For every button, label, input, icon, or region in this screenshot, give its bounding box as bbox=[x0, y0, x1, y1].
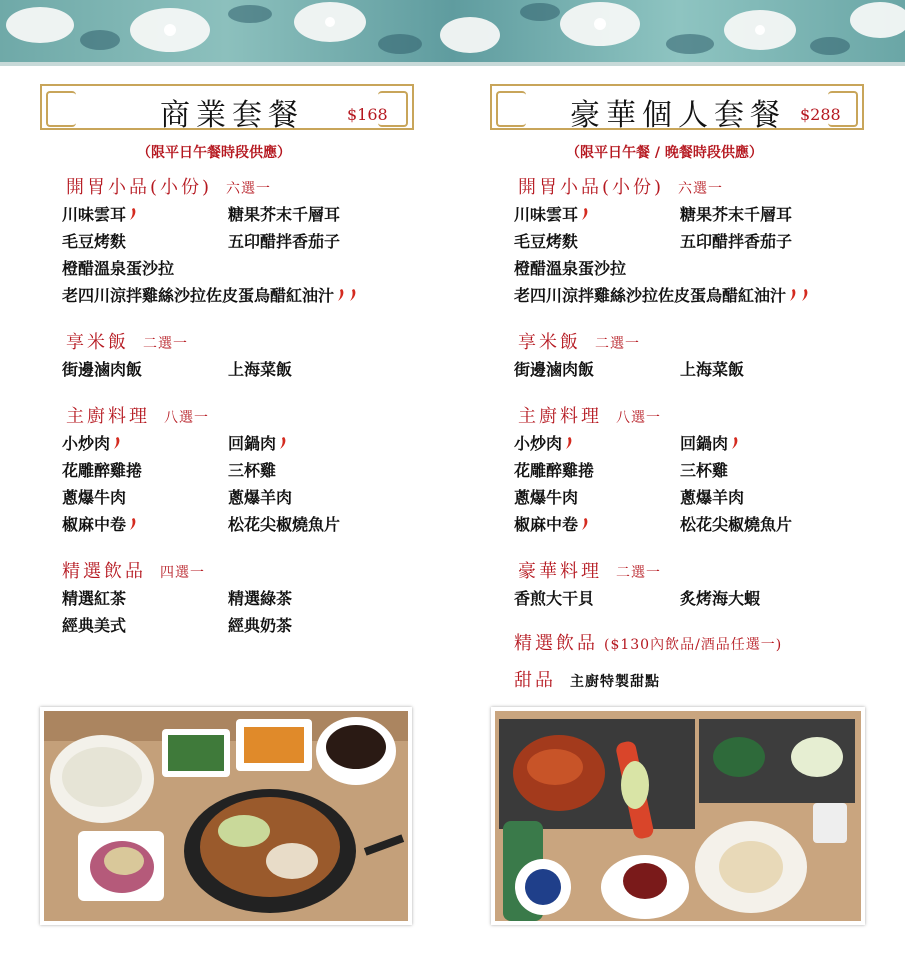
left-title: 商業套餐 bbox=[160, 98, 304, 133]
left-note: （限平日午餐時段供應） bbox=[137, 145, 291, 161]
right-title: 豪華個人套餐 bbox=[570, 98, 786, 133]
left-rice-item: 上海菜飯 bbox=[228, 360, 293, 379]
left-drink-item: 經典奶茶 bbox=[228, 616, 293, 635]
right-appetizer-item: 老四川涼拌雞絲沙拉佐皮蛋烏醋紅油汁 bbox=[514, 283, 810, 306]
left-title-frame bbox=[40, 84, 414, 133]
right-rice-item: 街邊滷肉飯 bbox=[514, 360, 595, 379]
chili-icon bbox=[128, 517, 138, 531]
right-rice-item: 上海菜飯 bbox=[680, 360, 745, 379]
right-drink-heading: 精選飲品 ($130內飲品/酒品任選一) bbox=[514, 633, 783, 654]
left-main-item: 椒麻中卷 bbox=[62, 512, 138, 535]
right-appetizer-item: 川味雲耳 bbox=[514, 202, 590, 225]
left-appetizer-heading: 開胃小品(小份) 六選一 bbox=[66, 177, 272, 198]
right-rice-heading: 享米飯 二選一 bbox=[518, 332, 640, 353]
left-drink-heading: 精選飲品 四選一 bbox=[62, 561, 205, 582]
left-appetizer-item: 糖果芥末千層耳 bbox=[228, 205, 341, 224]
flower-pattern-icon bbox=[0, 0, 905, 62]
right-note: （限平日午餐 / 晚餐時段供應） bbox=[566, 145, 763, 161]
deluxe-set-photo bbox=[491, 707, 865, 925]
right-main-item: 三杯雞 bbox=[680, 461, 729, 480]
meal-photo-icon bbox=[44, 711, 408, 921]
right-title-frame bbox=[490, 84, 864, 133]
meal-photo-icon bbox=[495, 711, 861, 921]
left-main-item: 蔥爆羊肉 bbox=[228, 488, 293, 507]
floral-banner bbox=[0, 0, 905, 62]
right-appetizer-item: 橙醋溫泉蛋沙拉 bbox=[514, 259, 627, 278]
left-price: $168 bbox=[347, 105, 388, 124]
business-set-photo bbox=[40, 707, 412, 925]
chili-icon bbox=[580, 207, 590, 221]
right-appetizer-item: 毛豆烤麩 bbox=[514, 232, 579, 251]
right-deluxe-item: 炙烤海大蝦 bbox=[680, 589, 761, 608]
right-appetizer-item: 糖果芥末千層耳 bbox=[680, 205, 793, 224]
left-drink-item: 經典美式 bbox=[62, 616, 127, 635]
left-drink-item: 精選綠茶 bbox=[228, 589, 293, 608]
chili-icon bbox=[788, 288, 798, 302]
right-main-item: 蔥爆牛肉 bbox=[514, 488, 579, 507]
left-main-heading: 主廚料理 八選一 bbox=[66, 406, 209, 427]
left-appetizer-item: 五印醋拌香茄子 bbox=[228, 232, 341, 251]
chili-icon bbox=[128, 207, 138, 221]
chili-icon bbox=[278, 436, 288, 450]
right-appetizer-item: 五印醋拌香茄子 bbox=[680, 232, 793, 251]
left-rice-heading: 享米飯 二選一 bbox=[66, 332, 188, 353]
left-main-item: 花雕醉雞捲 bbox=[62, 461, 143, 480]
left-drink-item: 精選紅茶 bbox=[62, 589, 127, 608]
right-main-item: 花雕醉雞捲 bbox=[514, 461, 595, 480]
right-main-item: 回鍋肉 bbox=[680, 431, 740, 454]
left-appetizer-item: 川味雲耳 bbox=[62, 202, 138, 225]
left-rice-item: 街邊滷肉飯 bbox=[62, 360, 143, 379]
chili-icon bbox=[564, 436, 574, 450]
left-appetizer-item: 毛豆烤麩 bbox=[62, 232, 127, 251]
right-main-item: 蔥爆羊肉 bbox=[680, 488, 745, 507]
left-main-item: 三杯雞 bbox=[228, 461, 277, 480]
right-main-item: 松花尖椒燒魚片 bbox=[680, 515, 793, 534]
chili-icon bbox=[580, 517, 590, 531]
chili-icon bbox=[336, 288, 346, 302]
left-main-item: 松花尖椒燒魚片 bbox=[228, 515, 341, 534]
right-main-heading: 主廚料理 八選一 bbox=[518, 406, 661, 427]
right-dessert-heading: 甜品 主廚特製甜點 bbox=[514, 670, 660, 691]
chili-icon bbox=[112, 436, 122, 450]
banner-divider bbox=[0, 62, 905, 66]
right-deluxe-heading: 豪華料理 二選一 bbox=[518, 561, 661, 582]
left-appetizer-item: 橙醋溫泉蛋沙拉 bbox=[62, 259, 175, 278]
right-main-item: 椒麻中卷 bbox=[514, 512, 590, 535]
left-main-item: 回鍋肉 bbox=[228, 431, 288, 454]
left-main-item: 小炒肉 bbox=[62, 431, 122, 454]
right-price: $288 bbox=[800, 105, 841, 124]
chili-icon bbox=[348, 288, 358, 302]
right-appetizer-heading: 開胃小品(小份) 六選一 bbox=[518, 177, 724, 198]
right-main-item: 小炒肉 bbox=[514, 431, 574, 454]
chili-icon bbox=[730, 436, 740, 450]
chili-icon bbox=[800, 288, 810, 302]
left-appetizer-item: 老四川涼拌雞絲沙拉佐皮蛋烏醋紅油汁 bbox=[62, 283, 358, 306]
right-deluxe-item: 香煎大干貝 bbox=[514, 589, 595, 608]
left-main-item: 蔥爆牛肉 bbox=[62, 488, 127, 507]
